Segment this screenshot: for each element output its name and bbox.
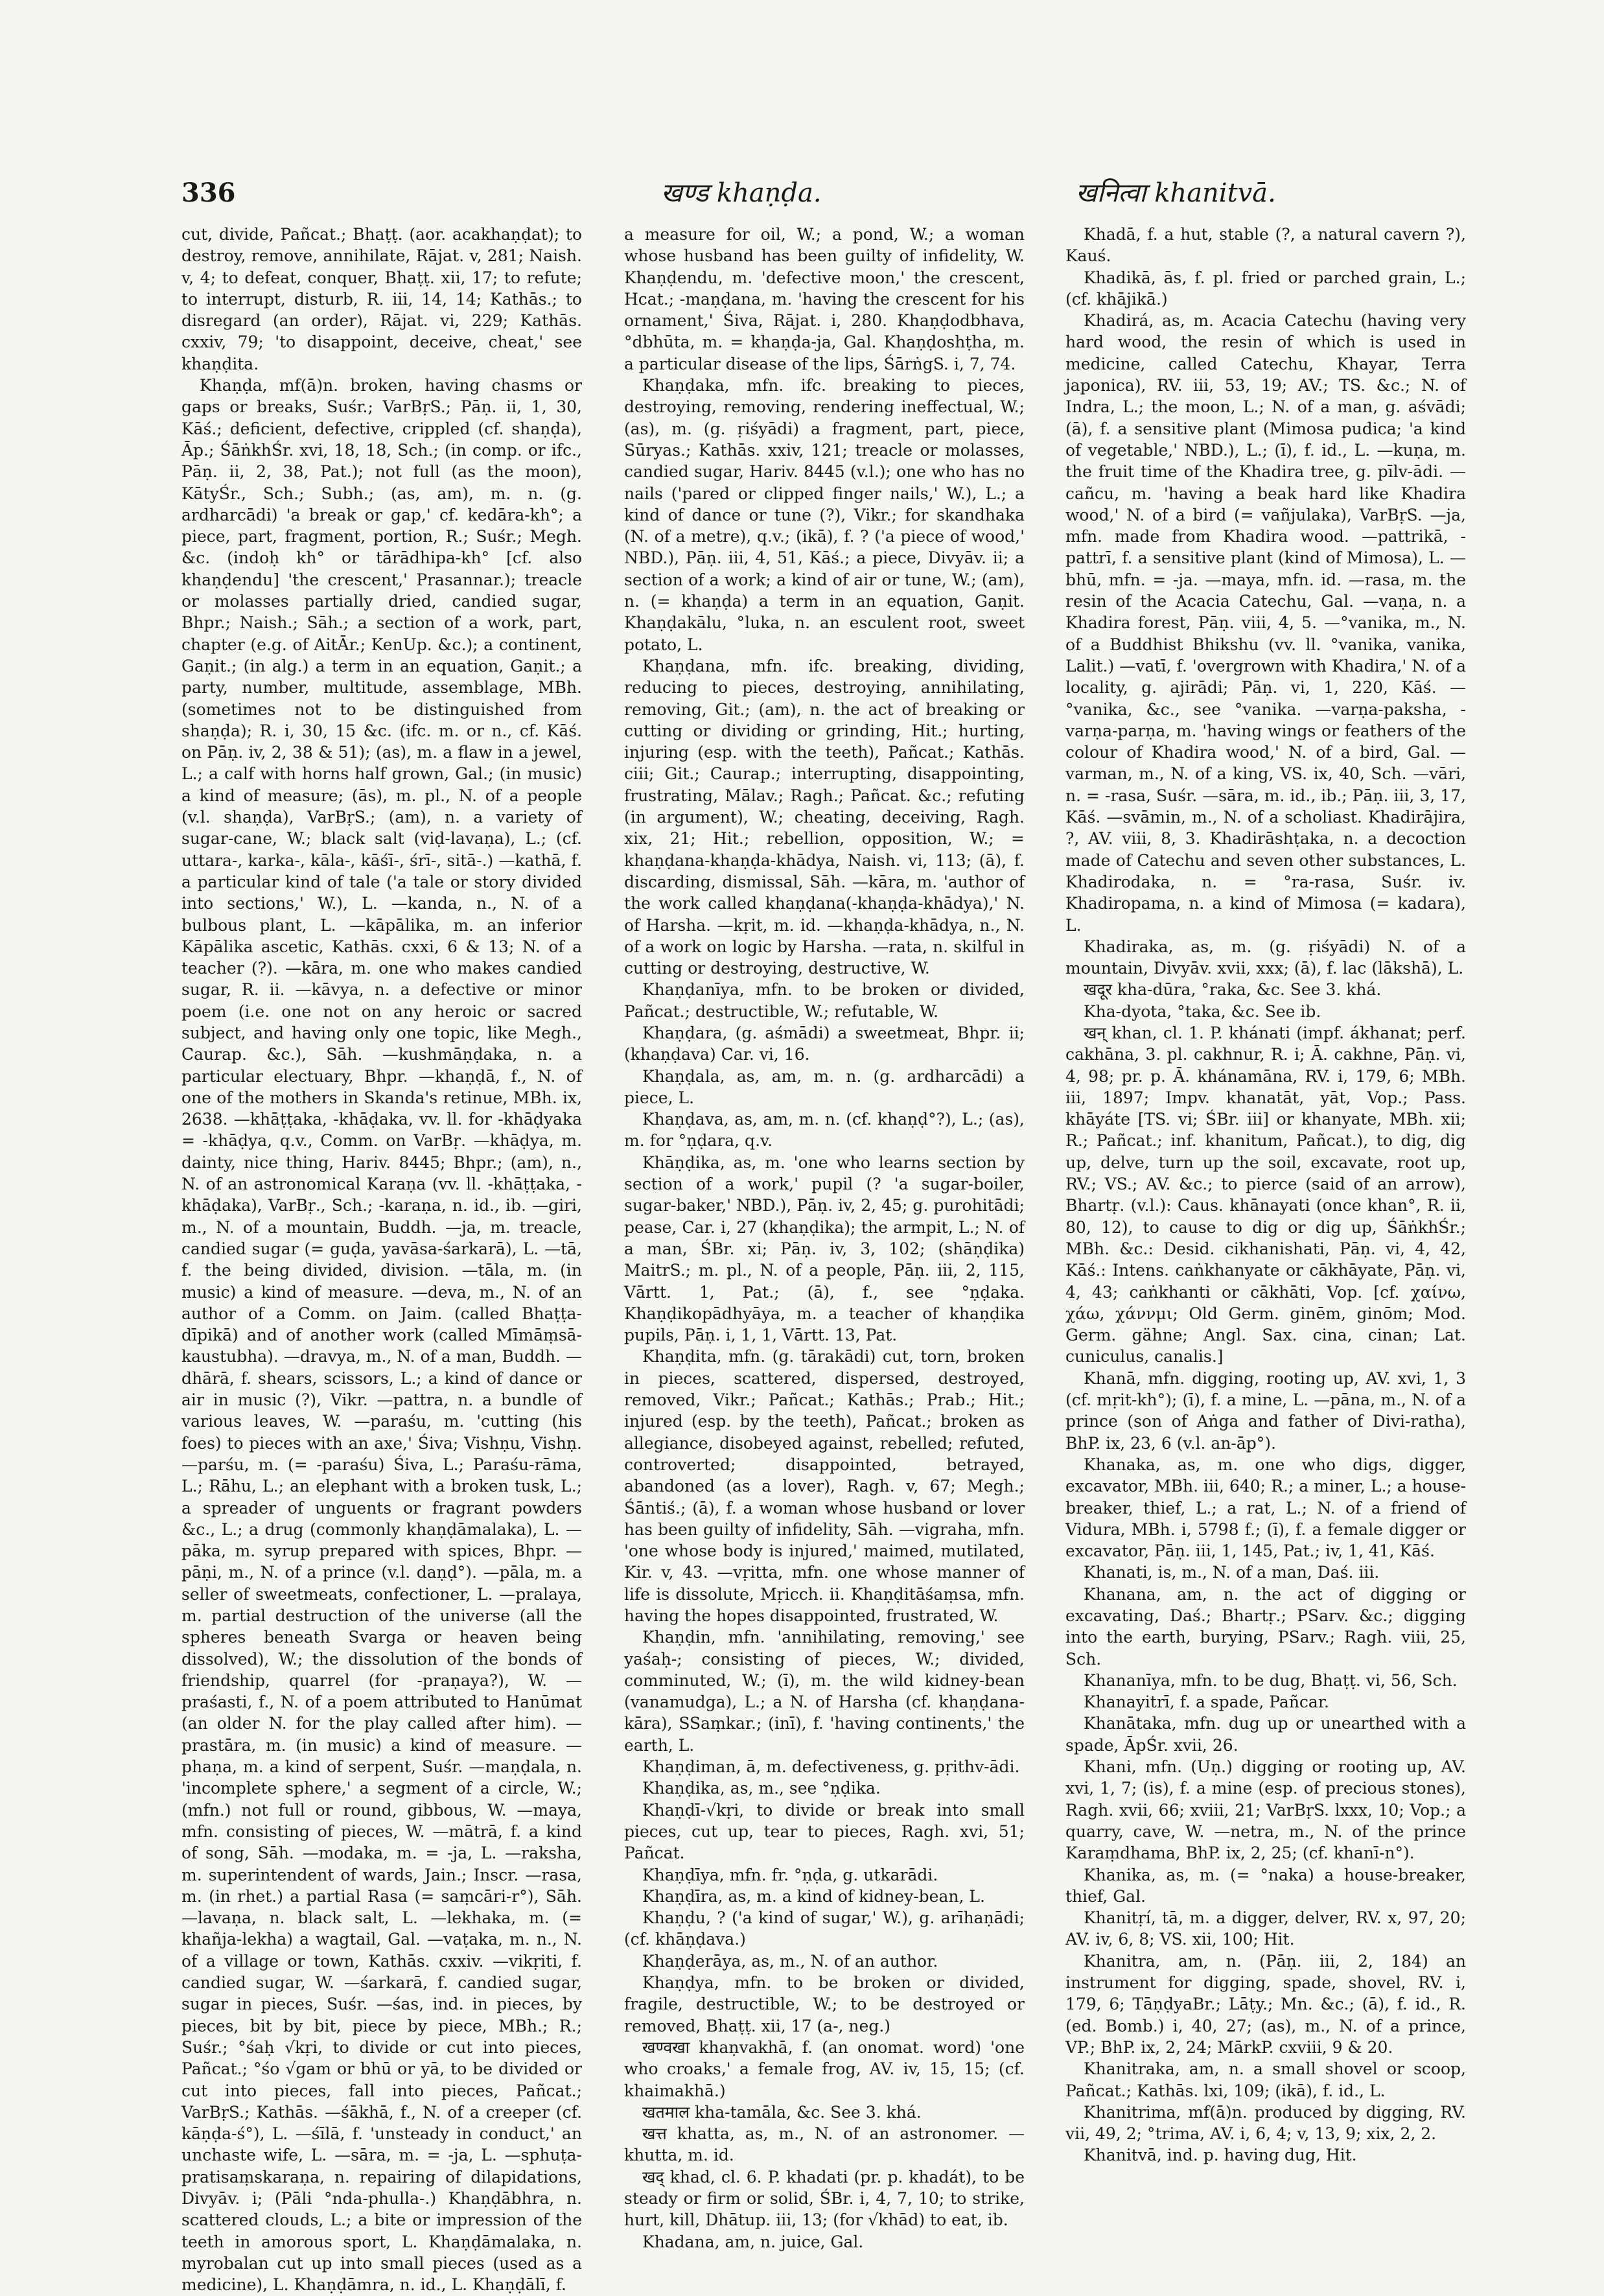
dictionary-entry: खन् khan, cl. 1. P. khánati (impf. ákhanat; perf. cakhāna, 3. pl. cakhnur, R. i; Ā. cakhne, Pāṇ. vi, 4, 98; pr. p. Ā. khánamāna, RV. i, 179, 6; MBh. iii, 1897; Impv. khanatāt, yāt, Vop.; Pass. khāyáte [TS. vi; ŚBr. iii] or khanyate, MBh. xii; R.; Pañcat.; inf. khanitum, Pañcat.), to dig, dig up, delve, turn up the soil, excavate, root up, RV.; VS.; AV. &c.; to pierce (said of an arrow), Bhartṛ. (v.l.): Caus. khānayati (once khan°, R. ii, 80, 12), to cause to dig or dig up, ŚāṅkhŚr.; MBh. &c.: Desid. cikhanishati, Pāṇ. vi, 4, 42, Kāś.: Intens. caṅkhanyate or cākhāyate, Pāṇ. vi, 4, 43; caṅkhanti or cākhāti, Vop. [cf. χαίνω, χάω, χάννμι; Old Germ. ginēm, ginōm; Mod. Germ. gähne; Angl. Sax. cina, cinan; Lat. cuniculus, canalis.] — [1065, 1023, 1466, 1366]
dictionary-entry: Kha-dyota, °taka, &c. See ib. — [1084, 1002, 1321, 1021]
dictionary-entry: Khaṇḍīya, mfn. fr. °ṇḍa, g. utkarādi. — [642, 1865, 938, 1884]
dictionary-entry: Khanitrima, mf(ā)n. produced by digging, RV. vii, 49, 2; °trima, AV. i, 6, 4; v, 13, 9; xix, 2, 2. — [1065, 2102, 1466, 2144]
dictionary-entry: Khaṇḍava, as, am, m. n. (cf. khaṇḍ°?), L.; (as), m. for °ṇḍara, q.v. — [624, 1110, 1025, 1151]
dictionary-entry: Khanitra, am, n. (Pāṇ. iii, 2, 184) an instrument for digging, spade, shovel, RV. i, 179, 6; TāṇḍyaBr.; Lāṭy.; Mn. &c.; (ā), f. id., R. (ed. Bomb.) i, 40, 27; (as), m., N. of a prince, VP.; BhP. ix, 2, 24; MārkP. cxviii, 9 & 20. — [1065, 1951, 1466, 2057]
dictionary-entry: खण्वखा khaṇvakhā, f. (an onomat. word) 'one who croaks,' a female frog, AV. iv, 15, 15; (cf. khaimakhā.) — [624, 2037, 1025, 2100]
dictionary-entry: Khanitṛí, tā, m. a digger, delver, RV. x, 97, 20; AV. iv, 6, 8; VS. xii, 100; Hit. — [1065, 1908, 1466, 1949]
dictionary-entry: a measure for oil, W.; a pond, W.; a woman whose husband has been guilty of infidelity, W. Khaṇḍendu, m. 'defective moon,' the crescent, Hcat.; -maṇḍana, m. 'having the crescent for his ornament,' Śiva, Rājat. i, 280. Khaṇḍodbhava, °dbhūta, m. = khaṇḍa-ja, Gal. Khaṇḍoshṭha, m. a particular disease of the lips, ŚārṅgS. i, 7, 74. — [624, 225, 1025, 373]
dictionary-entry: Khaṇḍara, (g. aśmādi) a sweetmeat, Bhpr. ii; (khaṇḍava) Car. vi, 16. — [624, 1023, 1025, 1064]
dictionary-entry: Khaṇḍīra, as, m. a kind of kidney-bean, L. — [642, 1886, 985, 1906]
dictionary-entry: खद् khad, cl. 6. P. khadati (pr. p. khadát), to be steady or firm or solid, ŚBr. i, 4, 7, 10; to strike, hurt, kill, Dhātup. iii, 13; (for √khād) to eat, ib. — [624, 2167, 1025, 2230]
dictionary-entry: Khanayitrī, f. a spade, Pañcar. — [1084, 1693, 1329, 1712]
dictionary-entry: Khanātaka, mfn. dug up or unearthed with a spade, ĀpŚr. xvii, 26. — [1065, 1714, 1466, 1755]
dictionary-entry: Khanika, as, m. (= °naka) a house-breaker, thief, Gal. — [1065, 1865, 1466, 1906]
dictionary-entry: Khanaka, as, m. one who digs, digger, excavator, MBh. iii, 640; R.; a miner, L.; a house-breaker, thief, L.; a rat, L.; N. of a friend of Vidura, MBh. i, 5798 f.; (ī), f. a female digger or excavator, Pāṇ. iii, 1, 145, Pat.; iv, 1, 41, Kāś. — [1065, 1455, 1466, 1561]
dictionary-entry: Khanana, am, n. the act of digging or excavating, Daś.; Bhartṛ.; PSarv. &c.; digging into the earth, burying, PSarv.; Ragh. viii, 25, Sch. — [1065, 1584, 1466, 1669]
dictionary-entry: Khadā, f. a hut, stable (?, a natural cavern ?), Kauś. — [1065, 225, 1466, 266]
dictionary-entry: खत्त khatta, as, m., N. of an astronomer. —khutta, m. id. — [624, 2124, 1025, 2165]
dictionary-entry: Khaṇḍana, mfn. ifc. breaking, dividing, reducing to pieces, destroying, annihilating, removing, Git.; (am), n. the act of breaking or cutting or dividing or grinding, Hit.; hurting, injuring (esp. with the teeth), Pañcat.; Kathās. ciii; Git.; Caurap.; interrupting, disappointing, frustrating, Mālav.; Ragh.; Pañcat. &c.; refuting (in argument), W.; cheating, deceiving, Ragh. xix, 21; Hit.; rebellion, opposition, W.; = khaṇḍana-khaṇḍa-khādya, Naish. vi, 113; (ā), f. discarding, dismissal, Sāh. —kāra, m. 'author of the work called khaṇḍana(-khaṇḍa-khādya),' N. of Harsha. —kṛit, m. id. —khaṇḍa-khādya, n., N. of a work on logic by Harsha. —rata, n. skilful in cutting or destroying, destructive, W. — [624, 656, 1025, 978]
guide-word-right: खनित्वा khanitvā. — [1076, 178, 1276, 208]
dictionary-entry: Khaṇḍala, as, am, m. n. (g. ardharcādi) a piece, L. — [624, 1066, 1025, 1107]
dictionary-entry: Khanā, mfn. digging, rooting up, AV. xvi, 1, 3 (cf. mṛit-kh°); (ī), f. a mine, L. —pāna, m., N. of a prince (son of Aṅga and father of Divi-ratha), BhP. ix, 23, 6 (v.l. an-āp°). — [1065, 1368, 1466, 1453]
guide-word-left: खण्ड khaṇḍa. — [661, 178, 822, 208]
dictionary-entry: Khanitraka, am, n. a small shovel or scoop, Pañcat.; Kathās. lxi, 109; (ikā), f. id., L. — [1065, 2059, 1466, 2100]
column-3 — [1065, 224, 1466, 2220]
dictionary-entry: Khani, mfn. (Uṇ.) digging or rooting up, AV. xvi, 1, 7; (is), f. a mine (esp. of precious stones), Ragh. xvii, 66; xviii, 21; VarBṛS. lxxx, 10; Vop.; a quarry, cave, W. —netra, m., N. of the prince Karaṃdhama, BhP. ix, 2, 25; (cf. khanī-n°). — [1065, 1757, 1466, 1863]
column-1 — [181, 224, 582, 2295]
dictionary-entry: Khadikā, ās, f. pl. fried or parched grain, L.; (cf. khājikā.) — [1065, 268, 1466, 309]
running-header — [181, 174, 1471, 213]
dictionary-entry: Khanati, is, m., N. of a man, Daś. iii. — [1084, 1563, 1380, 1582]
dictionary-entry: Khadana, am, n. juice, Gal. — [642, 2232, 864, 2251]
dictionary-entry: Khaṇḍiman, ā, m. defectiveness, g. pṛithv-ādi. — [642, 1757, 1020, 1777]
dictionary-entry: Khanitvā, ind. p. having dug, Hit. — [1084, 2146, 1357, 2165]
dictionary-entry: Khaṇḍaka, mfn. ifc. breaking to pieces, destroying, removing, rendering ineffectual, W.; (as), m. (g. ṛiśyādi) a fragment, part, piece, Sūryas.; Kathās. xxiv, 121; treacle or molasses, candied sugar, Hariv. 8445 (v.l.); one who has no nails ('pared or clipped finger nails,' W.), L.; a kind of dance or tune (?), Vikr.; for skandhaka (N. of a metre), q.v.; (ikā), f. ? ('a piece of wood,' NBD.), Pāṇ. iii, 4, 51, Kāś.; a piece, Divyāv. ii; a section of a work; a kind of air or tune, W.; (am), n. (= khaṇḍa) a term in an equation, Gaṇit. Khaṇḍakālu, °luka, n. an esculent root, sweet potato, L. — [624, 376, 1025, 654]
dictionary-entry: Khaṇḍya, mfn. to be broken or divided, fragile, destructible, W.; to be destroyed or removed, Bhaṭṭ. xii, 17 (a-, neg.) — [624, 1973, 1025, 2035]
dictionary-entry: Khaṇḍin, mfn. 'annihilating, removing,' see yaśaḥ-; consisting of pieces, W.; divided, comminuted, W.; (ī), m. the wild kidney-bean (vanamudga), L.; a N. of Harsha (cf. khaṇḍana-kāra), SSaṃkar.; (inī), f. 'having continents,' the earth, L. — [624, 1628, 1025, 1755]
dictionary-entry: Khāṇḍika, as, m. 'one who learns section by section of a work,' pupil (? 'a sugar-boiler, sugar-baker,' NBD.), Pāṇ. iv, 2, 45; g. purohitādi; pease, Car. i, 27 (khaṇḍika); the armpit, L.; N. of a man, ŚBr. xi; Pāṇ. iv, 3, 102; (shāṇḍika) MaitrS.; m. pl., N. of a people, Pāṇ. iii, 2, 115, Vārtt. 1, Pat.; (ā), f., see °ṇḍaka. Khaṇḍikopādhyāya, m. a teacher of khaṇḍika pupils, Pāṇ. i, 1, 1, Vārtt. 13, Pat. — [624, 1153, 1025, 1345]
dictionary-entry: खदूर kha-dūra, °raka, &c. See 3. khá. — [1084, 980, 1382, 1000]
dictionary-entry: Khaṇḍita, mfn. (g. tārakādi) cut, torn, broken in pieces, scattered, dispersed, destroyed, removed, Vikr.; Pañcat.; Kathās.; Prab.; Hit.; injured (esp. by the teeth), Pañcat.; broken as allegiance, disobeyed against, rebelled; refuted, controverted; disappointed, betrayed, abandoned (as a lover), Ragh. v, 67; Megh.; Śāntiś.; (ā), f. a woman whose husband or lover has been guilty of infidelity, Sāh. —vigraha, mfn. 'one whose body is injured,' maimed, mutilated, Kir. v, 43. —vṛitta, mfn. one whose manner of life is dissolute, Mṛicch. ii. Khaṇḍitāśaṃsa, mfn. having the hopes disappointed, frustrated, W. — [624, 1347, 1025, 1625]
dictionary-entry: Khadirá, as, m. Acacia Catechu (having very hard wood, the resin of which is used in medicine, called Catechu, Khayar, Terra japonica), RV. iii, 53, 19; AV.; TS. &c.; N. of Indra, L.; the moon, L.; N. of a man, g. aśvādi; (ā), f. a sensitive plant (Mimosa pudica; 'a kind of vegetable,' NBD.), L.; (ī), f. id., L. —kuṇa, m. the fruit time of the Khadira tree, g. pīlv-ādi. —cañcu, m. 'having a beak hard like Khadira wood,' N. of a bird (= vañjulaka), VarBṛS. —ja, mfn. made from Khadira wood. —pattrikā, -pattrī, f. a sensitive plant (kind of Mimosa), L. —bhū, mfn. = -ja. —maya, mfn. id. —rasa, m. the resin of the Acacia Catechu, Gal. —vaṇa, n. a Khadira forest, Pāṇ. viii, 4, 5. —°vanika, m., N. of a Buddhist Bhikshu (vv. ll. °vanika, vanika, Lalit.) —vatī, f. 'overgrown with Khadira,' N. of a locality, g. ajirādi; Pāṇ. vi, 1, 220, Kāś. —°vanika, &c., see °vanika. —varṇa-paksha, -varṇa-parṇa, m. 'having wings or feathers of the colour of Khadira wood,' N. of a bird, Gal. —varman, m., N. of a king, VS. ix, 40, Sch. —vāri, n. = -rasa, Suśr. —sāra, m. id., ib.; Pāṇ. iii, 3, 17, Kāś. —svāmin, m., N. of a scholiast. Khadirājira, ?, AV. viii, 8, 3. Khadirāshṭaka, n. a decoction made of Catechu and seven other substances, L. Khadirodaka, n. = °ra-rasa, Suśr. iv. Khadiropama, n. a kind of Mimosa (= kadara), L. — [1065, 311, 1466, 935]
dictionary-entry: Khaṇḍanīya, mfn. to be broken or divided, Pañcat.; destructible, W.; refutable, W. — [624, 980, 1025, 1021]
dictionary-entry: cut, divide, Pañcat.; Bhaṭṭ. (aor. acakhaṇḍat); to destroy, remove, annihilate, Rājat. v, 281; Naish. v, 4; to defeat, conquer, Bhaṭṭ. xii, 17; to refute; to interrupt, disturb, R. iii, 14, 14; Kathās.; to disregard (an order), Rājat. vi, 229; Kathās. cxxiv, 79; 'to disappoint, deceive, cheat,' see khaṇḍita. — [181, 225, 582, 373]
dictionary-entry: Khaṇḍerāya, as, m., N. of an author. — [642, 1951, 938, 1971]
dictionary-entry: Khananīya, mfn. to be dug, Bhaṭṭ. vi, 56, Sch. — [1084, 1670, 1458, 1690]
dictionary-entry: खतमाल kha-tamāla, &c. See 3. khá. — [642, 2102, 922, 2122]
dictionary-entry: Khaṇḍu, ? ('a kind of sugar,' W.), g. arīhaṇādi; (cf. khāṇḍava.) — [624, 1908, 1025, 1949]
dictionary-entry: Khaṇḍika, as, m., see °ṇḍika. — [642, 1779, 881, 1798]
dictionary-entry: Khadiraka, as, m. (g. ṛiśyādi) N. of a mountain, Divyāv. xvii, xxx; (ā), f. lac (lākshā), L. — [1065, 937, 1466, 978]
page-number: 336 — [181, 178, 236, 208]
dictionary-entry: Khaṇḍī-√kṛi, to divide or break into small pieces, cut up, tear to pieces, Ragh. xvi, 51; Pañcat. — [624, 1800, 1025, 1863]
column-2 — [624, 224, 1025, 2251]
dictionary-entry: Khaṇḍa, mf(ā)n. broken, having chasms or gaps or breaks, Suśr.; VarBṛS.; Pāṇ. ii, 1, 30, Kāś.; deficient, defective, crippled (cf. shaṇḍa), Āp.; ŚāṅkhŚr. xvi, 18, 18, Sch.; (in comp. or ifc., Pāṇ. ii, 2, 38, Pat.); not full (as the moon), KātyŚr., Sch.; Subh.; (as, am), m. n. (g. ardharcādi) 'a break or gap,' cf. kedāra-kh°; a piece, part, fragment, portion, R.; Suśr.; Megh. &c. (indoḥ kh° or tārādhipa-kh° [cf. also khaṇḍendu] 'the crescent,' Prasannar.); treacle or molasses partially dried, candied sugar, Bhpr.; Naish.; Sāh.; a section of a work, part, chapter (e.g. of AitĀr.; KenUp. &c.); a continent, Gaṇit.; (in alg.) a term in an equation, Gaṇit.; a party, number, multitude, assemblage, MBh. (sometimes not to be distinguished from shaṇḍa); R. i, 30, 15 &c. (ifc. m. or n., cf. Kāś. on Pāṇ. iv, 2, 38 & 51); (as), m. a flaw in a jewel, L.; a calf with horns half grown, Gal.; (in music) a kind of measure; (ās), m. pl., N. of a people (v.l. shaṇḍa), VarBṛS.; (am), n. a variety of sugar-cane, W.; black salt (viḍ-lavaṇa), L.; (cf. uttara-, karka-, kāla-, kāśī-, śrī-, sitā-.) —kathā, f. a particular kind of tale ('a tale or story divided into sections,' W.), L. —kanda, n., N. of a bulbous plant, L. —kāpālika, m. an inferior Kāpālika ascetic, Kathās. cxxi, 6 & 13; N. of a teacher (?). —kāra, m. one who makes candied sugar, R. ii. —kāvya, n. a defective or minor poem (i.e. one not on any heroic or sacred subject, and having only one topic, like Megh., Caurap. &c.), Sāh. —kushmāṇḍaka, n. a particular electuary, Bhpr. —khaṇḍā, f., N. of one of the mothers in Skanda's retinue, MBh. ix, 2638. —khāṭṭaka, -khāḍaka, vv. ll. for -khāḍyaka = -khāḍya, q.v., Comm. on VarBṛ. —khāḍya, m. dainty, nice thing, Hariv. 8445; Bhpr.; (am), n., N. of an astronomical Karaṇa (vv. ll. -khāṭṭaka, -khāḍaka), VarBṛ., Sch.; -karaṇa, n. id., ib. —giri, m., N. of a mountain, Buddh. —ja, m. treacle, candied sugar (= guḍa, yavāsa-śarkarā), L. —tā, f. the being divided, division. —tāla, m. (in music) a kind of measure. —deva, m., N. of an author of a Comm. on Jaim. (called Bhaṭṭa-dīpikā) and of another work (called Mīmāṃsā-kaustubha). —dravya, m., N. of a man, Buddh. —dhārā, f. shears, scissors, L.; a kind of dance or air in music (?), Vikr. —pattra, n. a bundle of various leaves, W. —paraśu, m. 'cutting (his foes) to pieces with an axe,' Śiva; Vishṇu, Vishṇ. —parśu, m. (= -paraśu) Śiva, L.; Paraśu-rāma, L.; Rāhu, L.; an elephant with a broken tusk, L.; a spreader of unguents or fragrant powders &c., L.; a drug (commonly khaṇḍāmalaka), L. —pāka, m. syrup prepared with spices, Bhpr. —pāṇi, m., N. of a prince (v.l. daṇḍ°). —pāla, m. a seller of sweetmeats, confectioner, L. —pralaya, m. partial destruction of the universe (all the spheres beneath Svarga or heaven being dissolved), W.; the dissolution of the bonds of friendship, quarrel (for -praṇaya?), W. —praśasti, f., N. of a poem attributed to Hanūmat (an older N. for the play called after him). —prastāra, m. (in music) a kind of measure. —phaṇa, m. a kind of serpent, Suśr. —maṇḍala, n. 'incomplete sphere,' a segment of a circle, W.; (mfn.) not full or round, gibbous, W. —maya, mfn. consisting of pieces, W. —mātrā, f. a kind of song, Sāh. —modaka, m. = -ja, L. —raksha, m. superintendent of wards, Jain.; Inscr. —rasa, m. (in rhet.) a partial Rasa (= saṃcāri-r°), Sāh. —lavaṇa, n. black salt, L. —lekhaka, m. (= khañja-lekha) a wagtail, Gal. —vaṭaka, m. n., N. of a village or town, Kathās. cxxiv. —vikṛiti, f. candied sugar, W. —śarkarā, f. candied sugar, sugar in pieces, Suśr. —śas, ind. in pieces, by pieces, bit by bit, piece by piece, MBh.; R.; Suśr.; °śaḥ √kṛi, to divide or cut into pieces, Pañcat.; °śo √gam or bhū or yā, to be divided or cut into pieces, fall into pieces, Pañcat.; VarBṛS.; Kathās. —śākhā, f., N. of a creeper (cf. kāṇḍa-ś°), L. —śīlā, f. 'unsteady in conduct,' an unchaste wife, L. —sāra, m. = -ja, L. —sphuṭa-pratisaṃskaraṇa, n. repairing of dilapidations, Divyāv. i; (Pāli °nda-phulla-.) Khaṇḍābhra, n. scattered clouds, L.; a bite or impression of the teeth in amorous sport, L. Khaṇḍāmalaka, n. myrobalan cut up into small pieces (used as a medicine), L. Khaṇḍāmra, n. id., L. Khaṇḍālī, f. — [181, 376, 582, 2295]
